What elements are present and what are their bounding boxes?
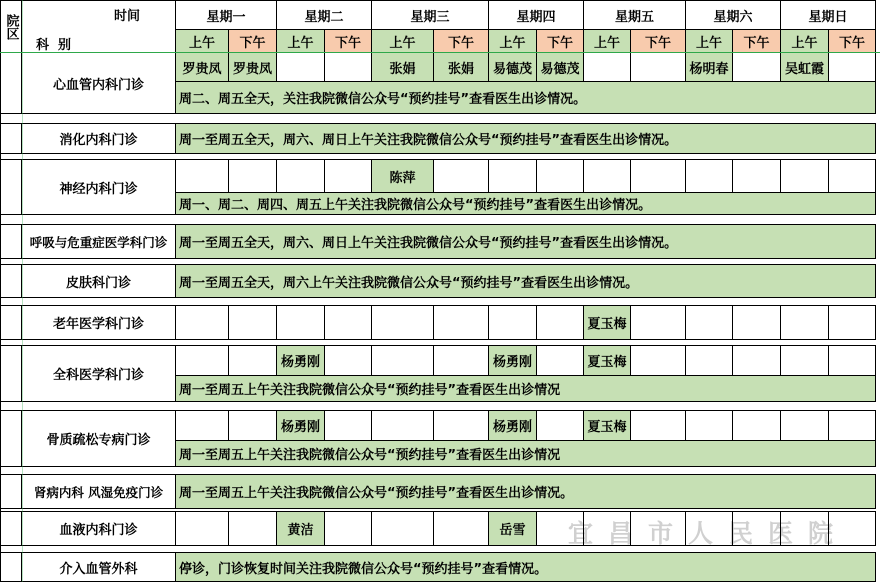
schedule-note: 周一至周五上午关注我院微信公众号“预约挂号”查看医生出诊情况	[176, 376, 876, 402]
empty-slot	[176, 160, 229, 193]
empty-slot	[434, 306, 489, 340]
campus-cell	[0, 53, 22, 114]
schedule-note: 周一至周五全天，周六上午关注我院微信公众号“预约挂号”查看医生出诊情况。	[176, 265, 876, 298]
row-separator	[0, 467, 876, 475]
empty-slot	[176, 512, 229, 546]
empty-slot	[372, 346, 434, 376]
empty-slot	[325, 346, 372, 376]
day-header-7: 星期日	[781, 0, 876, 30]
empty-slot	[176, 411, 229, 441]
empty-slot	[537, 411, 584, 441]
campus-cell	[0, 124, 22, 154]
empty-slot	[584, 512, 631, 546]
empty-slot	[489, 306, 537, 340]
doctor-slot: 夏玉梅	[584, 306, 631, 340]
am-header: 上午	[489, 30, 537, 53]
corner-header	[22, 0, 176, 53]
schedule-note: 周一至周五全天，周六、周日上午关注我院微信公众号“预约挂号”查看医生出诊情况。	[176, 124, 876, 154]
empty-slot	[176, 306, 229, 340]
empty-slot	[229, 512, 277, 546]
dept-name: 呼吸与危重症医学科门诊	[22, 225, 176, 259]
selection-gridline	[22, 0, 23, 582]
empty-slot	[733, 512, 781, 546]
day-header-6: 星期六	[686, 0, 781, 30]
row-separator	[0, 509, 876, 512]
empty-slot	[325, 411, 372, 441]
schedule-note: 周二、周五全天，关注我院微信公众号“预约挂号”查看医生出诊情况。	[176, 82, 876, 114]
pm-header: 下午	[537, 30, 584, 53]
empty-slot	[686, 411, 733, 441]
empty-slot	[372, 411, 434, 441]
day-header-4: 星期四	[489, 0, 584, 30]
day-header-1: 星期一	[176, 0, 277, 30]
day-header-3: 星期三	[372, 0, 489, 30]
empty-slot	[325, 160, 372, 193]
empty-slot	[372, 512, 434, 546]
empty-slot	[631, 512, 686, 546]
empty-slot	[781, 512, 829, 546]
row-separator	[0, 215, 876, 225]
day-header-5: 星期五	[584, 0, 686, 30]
doctor-slot: 夏玉梅	[584, 346, 631, 376]
empty-slot	[733, 411, 781, 441]
empty-slot	[781, 160, 829, 193]
am-header: 上午	[277, 30, 325, 53]
empty-slot	[537, 160, 584, 193]
empty-slot	[176, 346, 229, 376]
am-header: 上午	[584, 30, 631, 53]
am-header: 上午	[176, 30, 229, 53]
am-header: 上午	[686, 30, 733, 53]
empty-slot	[631, 346, 686, 376]
doctor-slot: 杨勇刚	[489, 411, 537, 441]
dept-name: 全科医学科门诊	[22, 346, 176, 402]
empty-slot	[733, 306, 781, 340]
empty-slot	[229, 411, 277, 441]
empty-slot	[781, 411, 829, 441]
selection-gridline	[0, 52, 880, 53]
dept-name: 血液内科门诊	[22, 512, 176, 546]
empty-slot	[584, 53, 631, 82]
schedule-note: 周一至周五上午关注我院微信公众号“预约挂号”查看医生出诊情况。	[176, 475, 876, 509]
empty-slot	[489, 160, 537, 193]
empty-slot	[229, 306, 277, 340]
campus-cell	[0, 512, 22, 546]
doctor-slot: 张娟	[372, 53, 434, 82]
campus-cell	[0, 475, 22, 509]
campus-cell	[0, 553, 22, 582]
dept-name: 神经内科门诊	[22, 160, 176, 215]
row-separator	[0, 340, 876, 346]
empty-slot	[537, 346, 584, 376]
hospital-watermark: 宜昌市人民医院	[568, 519, 849, 548]
empty-slot	[325, 53, 372, 82]
empty-slot	[584, 160, 631, 193]
row-separator	[0, 259, 876, 265]
empty-slot	[733, 160, 781, 193]
empty-slot	[631, 306, 686, 340]
empty-slot	[434, 512, 489, 546]
doctor-slot: 陈萍	[372, 160, 434, 193]
empty-slot	[434, 411, 489, 441]
empty-slot	[434, 160, 489, 193]
campus-cell	[0, 160, 22, 215]
doctor-slot: 罗贵凤	[229, 53, 277, 82]
pm-header: 下午	[229, 30, 277, 53]
empty-slot	[829, 160, 876, 193]
time-label: 时间	[114, 9, 141, 24]
empty-slot	[631, 160, 686, 193]
schedule-note: 周一至周五全天，周六、周日上午关注我院微信公众号“预约挂号”查看医生出诊情况。	[176, 225, 876, 259]
empty-slot	[686, 512, 733, 546]
empty-slot	[686, 160, 733, 193]
doctor-slot: 易德茂	[537, 53, 584, 82]
empty-slot	[277, 160, 325, 193]
row-separator	[0, 154, 876, 160]
dept-name: 皮肤科门诊	[22, 265, 176, 298]
row-separator	[0, 298, 876, 306]
empty-slot	[631, 53, 686, 82]
empty-slot	[537, 512, 584, 546]
dept-name: 心血管内科门诊	[22, 53, 176, 114]
empty-slot	[829, 306, 876, 340]
doctor-slot: 夏玉梅	[584, 411, 631, 441]
empty-slot	[829, 346, 876, 376]
pm-header: 下午	[733, 30, 781, 53]
empty-slot	[829, 512, 876, 546]
doctor-slot: 易德茂	[489, 53, 537, 82]
empty-slot	[781, 306, 829, 340]
pm-header: 下午	[325, 30, 372, 53]
empty-slot	[829, 53, 876, 82]
campus-header: 院区	[0, 0, 22, 53]
am-header: 上午	[781, 30, 829, 53]
empty-slot	[686, 306, 733, 340]
schedule-note: 周一、周二、周四、周五上午关注我院微信公众号“预约挂号”查看医生出诊情况。	[176, 193, 876, 215]
empty-slot	[229, 160, 277, 193]
dept-name: 介入血管外科	[22, 553, 176, 582]
doctor-slot: 吴虹霞	[781, 53, 829, 82]
doctor-slot: 杨勇刚	[489, 346, 537, 376]
row-separator	[0, 402, 876, 411]
campus-cell	[0, 225, 22, 259]
doctor-slot: 杨勇刚	[277, 411, 325, 441]
row-separator	[0, 114, 876, 124]
empty-slot	[829, 411, 876, 441]
campus-cell	[0, 346, 22, 402]
dept-name: 老年医学科门诊	[22, 306, 176, 340]
empty-slot	[229, 346, 277, 376]
schedule-note: 周一至周五上午关注我院微信公众号“预约挂号”查看医生出诊情况	[176, 441, 876, 467]
empty-slot	[372, 306, 434, 340]
day-header-2: 星期二	[277, 0, 372, 30]
empty-slot	[434, 346, 489, 376]
empty-slot	[686, 346, 733, 376]
row-separator	[0, 546, 876, 553]
schedule-note: 停诊，门诊恢复时间关注我院微信公众号“预约挂号”查看情况。	[176, 553, 876, 582]
doctor-slot: 杨明春	[686, 53, 733, 82]
empty-slot	[733, 53, 781, 82]
pm-header: 下午	[434, 30, 489, 53]
empty-slot	[537, 306, 584, 340]
dept-name: 消化内科门诊	[22, 124, 176, 154]
empty-slot	[631, 411, 686, 441]
empty-slot	[325, 512, 372, 546]
dept-name: 肾病内科 风湿免疫门诊	[22, 475, 176, 509]
empty-slot	[277, 53, 325, 82]
empty-slot	[781, 346, 829, 376]
dept-label: 科 别	[36, 38, 72, 53]
campus-cell	[0, 306, 22, 340]
campus-cell	[0, 265, 22, 298]
doctor-slot: 岳雪	[489, 512, 537, 546]
empty-slot	[325, 306, 372, 340]
doctor-slot: 罗贵凤	[176, 53, 229, 82]
doctor-slot: 张娟	[434, 53, 489, 82]
doctor-slot: 黄洁	[277, 512, 325, 546]
pm-header: 下午	[631, 30, 686, 53]
campus-cell	[0, 411, 22, 467]
doctor-slot: 杨勇刚	[277, 346, 325, 376]
empty-slot	[277, 306, 325, 340]
pm-header: 下午	[829, 30, 876, 53]
dept-name: 骨质疏松专病门诊	[22, 411, 176, 467]
empty-slot	[733, 346, 781, 376]
am-header: 上午	[372, 30, 434, 53]
